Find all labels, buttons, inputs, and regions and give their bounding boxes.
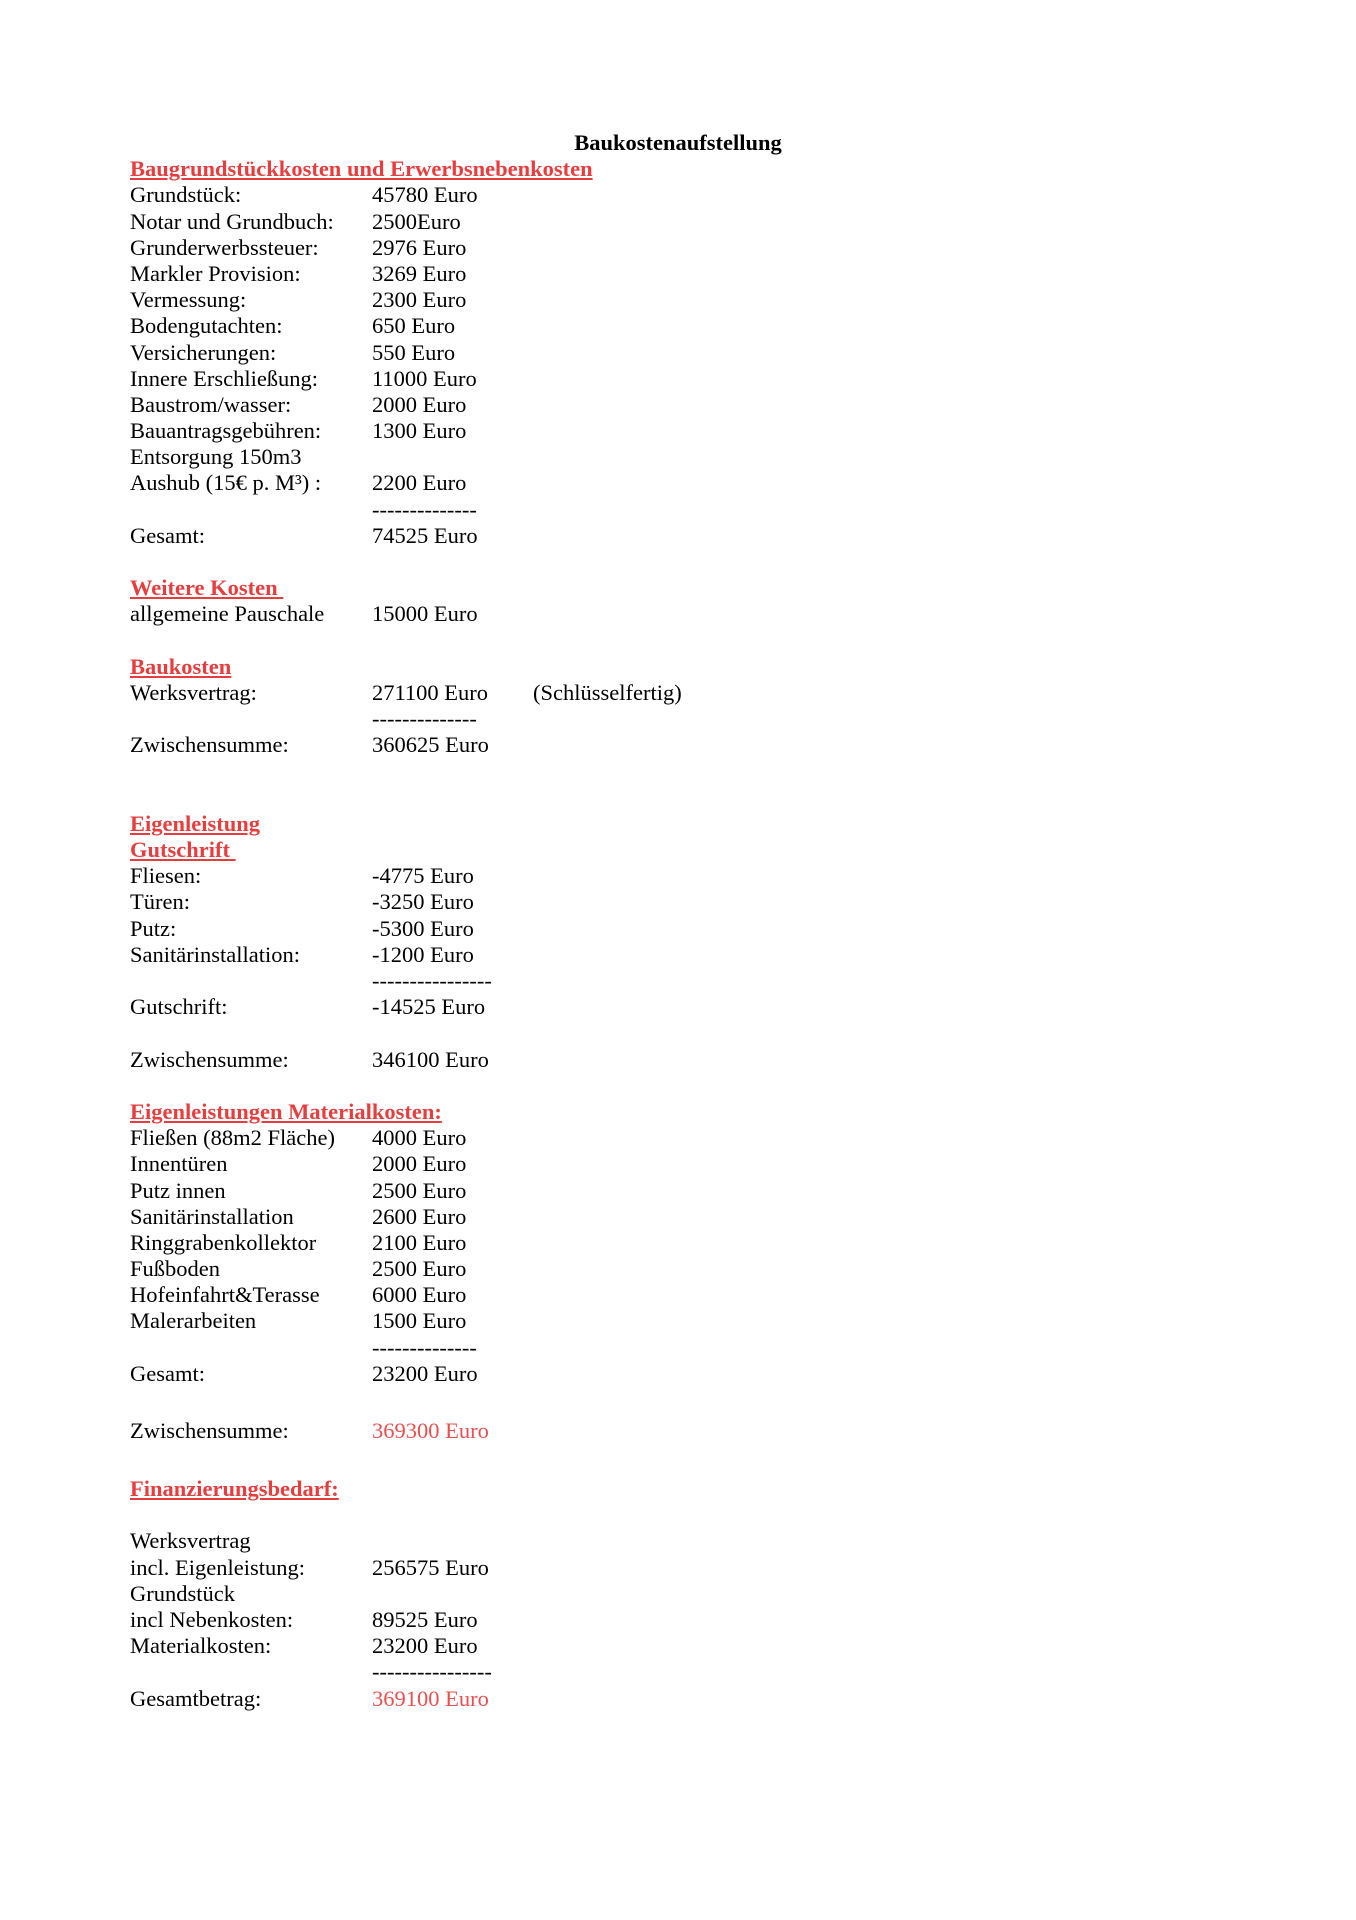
separator-line: -------------- [372, 1334, 477, 1360]
spacer [0, 1445, 1356, 1476]
cost-row [0, 313, 1356, 339]
total-value: -14525 Euro [372, 994, 486, 1020]
grand-total-label: Gesamtbetrag: [130, 1685, 262, 1711]
total-label: Gesamt: [130, 1360, 205, 1386]
cost-row [0, 680, 1356, 706]
cost-label: Grunderwerbssteuer: [130, 234, 319, 260]
section-heading-weitere-kosten: Weitere Kosten [130, 575, 284, 601]
cost-label: incl Nebenkosten: [130, 1607, 294, 1632]
cost-label: Fußboden [130, 1256, 220, 1282]
cost-row [0, 942, 1356, 968]
total-label: Gesamt: [130, 522, 205, 548]
total-value: 74525 Euro [372, 522, 478, 548]
cost-value: -5300 Euro [372, 915, 474, 941]
cost-row [0, 889, 1356, 915]
cost-label: Notar und Grundbuch: [130, 208, 334, 234]
cost-label: Malerarbeiten [130, 1308, 257, 1334]
total-label: Gutschrift: [130, 994, 228, 1020]
cost-value: 2000 Euro [372, 391, 467, 417]
spacer [0, 1020, 1356, 1046]
cost-row [0, 1555, 1356, 1581]
cost-label: Fliesen: [130, 863, 202, 889]
cost-value: 1300 Euro [372, 418, 467, 444]
spacer [0, 549, 1356, 575]
cost-label: Versicherungen: [130, 339, 277, 365]
section-heading-baukosten: Baukosten [130, 653, 232, 679]
cost-label: Innere Erschließung: [130, 365, 319, 391]
cost-label: Werksvertrag: [130, 679, 257, 705]
spacer [0, 785, 1356, 811]
cost-row [0, 1204, 1356, 1230]
cost-label: Sanitärinstallation [130, 1203, 294, 1229]
section-subheading-gutschrift: Gutschrift [130, 837, 236, 863]
cost-row [0, 1633, 1356, 1659]
cost-label: Aushub (15€ p. M³) : [130, 470, 322, 496]
cost-label: Hofeinfahrt&Terasse [130, 1282, 320, 1308]
cost-value: 15000 Euro [372, 601, 478, 627]
document-body [0, 130, 1356, 1712]
cost-label: allgemeine Pauschale [130, 601, 325, 627]
cost-row [0, 209, 1356, 235]
section-heading-eigenleistung: Eigenleistung [130, 810, 261, 836]
cost-label: Vermessung: [130, 287, 247, 313]
subtotal-label: Zwischensumme: [130, 732, 289, 758]
section-heading-row [0, 811, 1356, 837]
cost-row [0, 1151, 1356, 1177]
cost-row [0, 601, 1356, 627]
spacer [0, 628, 1356, 654]
cost-value: 2200 Euro [372, 470, 467, 496]
subtotal-value: 360625 Euro [372, 732, 489, 758]
section-heading-row [0, 1476, 1356, 1502]
title-row [0, 130, 1356, 156]
cost-value: 271100 Euro [372, 679, 489, 705]
section-heading-row [0, 654, 1356, 680]
section-heading-row [0, 575, 1356, 601]
cost-row [0, 1178, 1356, 1204]
document-title: Baukostenaufstellung [574, 130, 782, 155]
cost-value: 650 Euro [372, 313, 456, 339]
cost-value: 256575 Euro [372, 1554, 489, 1580]
grand-total-value: 369100 Euro [372, 1685, 489, 1711]
cost-value: -1200 Euro [372, 941, 474, 967]
spacer [0, 1502, 1356, 1528]
cost-row [0, 1282, 1356, 1308]
cost-row [0, 366, 1356, 392]
cost-value: 2976 Euro [372, 234, 467, 260]
cost-value: 550 Euro [372, 339, 456, 365]
cost-value: 89525 Euro [372, 1607, 478, 1632]
section-heading-row [0, 1099, 1356, 1125]
cost-value: 2000 Euro [372, 1151, 467, 1177]
cost-value: 4000 Euro [372, 1125, 467, 1151]
separator-line: -------------- [372, 706, 477, 732]
cost-row [0, 340, 1356, 366]
separator-line: -------------- [372, 496, 477, 522]
cost-label: Werksvertrag [130, 1528, 251, 1554]
cost-row [0, 1125, 1356, 1151]
subtotal-label: Zwischensumme: [130, 1046, 289, 1072]
cost-row [0, 1308, 1356, 1334]
subtotal-value: 346100 Euro [372, 1046, 489, 1072]
total-row [0, 1361, 1356, 1387]
cost-row [0, 182, 1356, 208]
cost-value: 11000 Euro [372, 365, 477, 391]
cost-value: 2500 Euro [372, 1177, 467, 1203]
cost-label: Sanitärinstallation: [130, 941, 300, 967]
cost-row [0, 863, 1356, 889]
cost-label: Grundstück [130, 1580, 235, 1606]
total-row [0, 523, 1356, 549]
cost-value: -3250 Euro [372, 889, 474, 915]
subtotal-row [0, 1418, 1356, 1444]
cost-row [0, 1256, 1356, 1282]
cost-label: Ringgrabenkollektor [130, 1229, 317, 1255]
cost-label: Materialkosten: [130, 1633, 272, 1659]
cost-label: Baustrom/wasser: [130, 391, 292, 417]
cost-label: Putz innen [130, 1177, 226, 1203]
section-heading-grundstueck: Baugrundstückkosten und Erwerbsnebenkosten [130, 156, 593, 182]
cost-label: Bauantragsgebühren: [130, 418, 322, 444]
cost-value: 2300 Euro [372, 287, 467, 313]
cost-label: Putz: [130, 915, 177, 941]
cost-label: Markler Provision: [130, 260, 301, 286]
grand-total-row [0, 1686, 1356, 1712]
cost-row [0, 1581, 1356, 1607]
section-heading-materialkosten: Eigenleistungen Materialkosten: [130, 1098, 442, 1124]
spacer [0, 1073, 1356, 1099]
cost-row [0, 287, 1356, 313]
separator-row [0, 1659, 1356, 1685]
cost-row [0, 1607, 1356, 1633]
cost-row [0, 470, 1356, 496]
cost-value: 3269 Euro [372, 260, 467, 286]
cost-value: 1500 Euro [372, 1308, 467, 1334]
cost-row [0, 916, 1356, 942]
cost-value: 2500Euro [372, 208, 461, 234]
cost-row [0, 1528, 1356, 1554]
spacer [0, 1387, 1356, 1418]
separator-line: ---------------- [372, 968, 492, 993]
separator-row [0, 1335, 1356, 1361]
total-value: 23200 Euro [372, 1360, 478, 1386]
cost-label: Fließen (88m2 Fläche) [130, 1125, 335, 1151]
subtotal-row [0, 1047, 1356, 1073]
cost-row [0, 444, 1356, 470]
cost-label: Türen: [130, 889, 190, 915]
cost-row [0, 235, 1356, 261]
cost-value: 6000 Euro [372, 1282, 467, 1308]
cost-label: Grundstück: [130, 182, 242, 208]
section-subheading-row [0, 837, 1356, 863]
cost-value: 23200 Euro [372, 1633, 478, 1659]
separator-row [0, 497, 1356, 523]
cost-value: 2600 Euro [372, 1203, 467, 1229]
cost-row [0, 261, 1356, 287]
cost-value: -4775 Euro [372, 863, 474, 889]
section-heading-row [0, 156, 1356, 182]
separator-row [0, 968, 1356, 994]
cost-note: (Schlüsselfertig) [533, 679, 682, 705]
section-heading-finanzierungsbedarf: Finanzierungsbedarf: [130, 1476, 339, 1502]
cost-label: Entsorgung 150m3 [130, 444, 302, 470]
cost-row [0, 418, 1356, 444]
subtotal-value-highlight: 369300 Euro [372, 1418, 489, 1444]
cost-label: Bodengutachten: [130, 313, 283, 339]
total-row [0, 994, 1356, 1020]
separator-row [0, 706, 1356, 732]
spacer [0, 759, 1356, 785]
subtotal-row [0, 732, 1356, 758]
cost-row [0, 392, 1356, 418]
separator-line: ---------------- [372, 1659, 492, 1685]
cost-value: 45780 Euro [372, 182, 478, 208]
cost-row [0, 1230, 1356, 1256]
cost-label: incl. Eigenleistung: [130, 1554, 305, 1580]
subtotal-label: Zwischensumme: [130, 1418, 289, 1444]
cost-value: 2500 Euro [372, 1256, 467, 1282]
cost-value: 2100 Euro [372, 1229, 467, 1255]
cost-label: Innentüren [130, 1151, 228, 1177]
